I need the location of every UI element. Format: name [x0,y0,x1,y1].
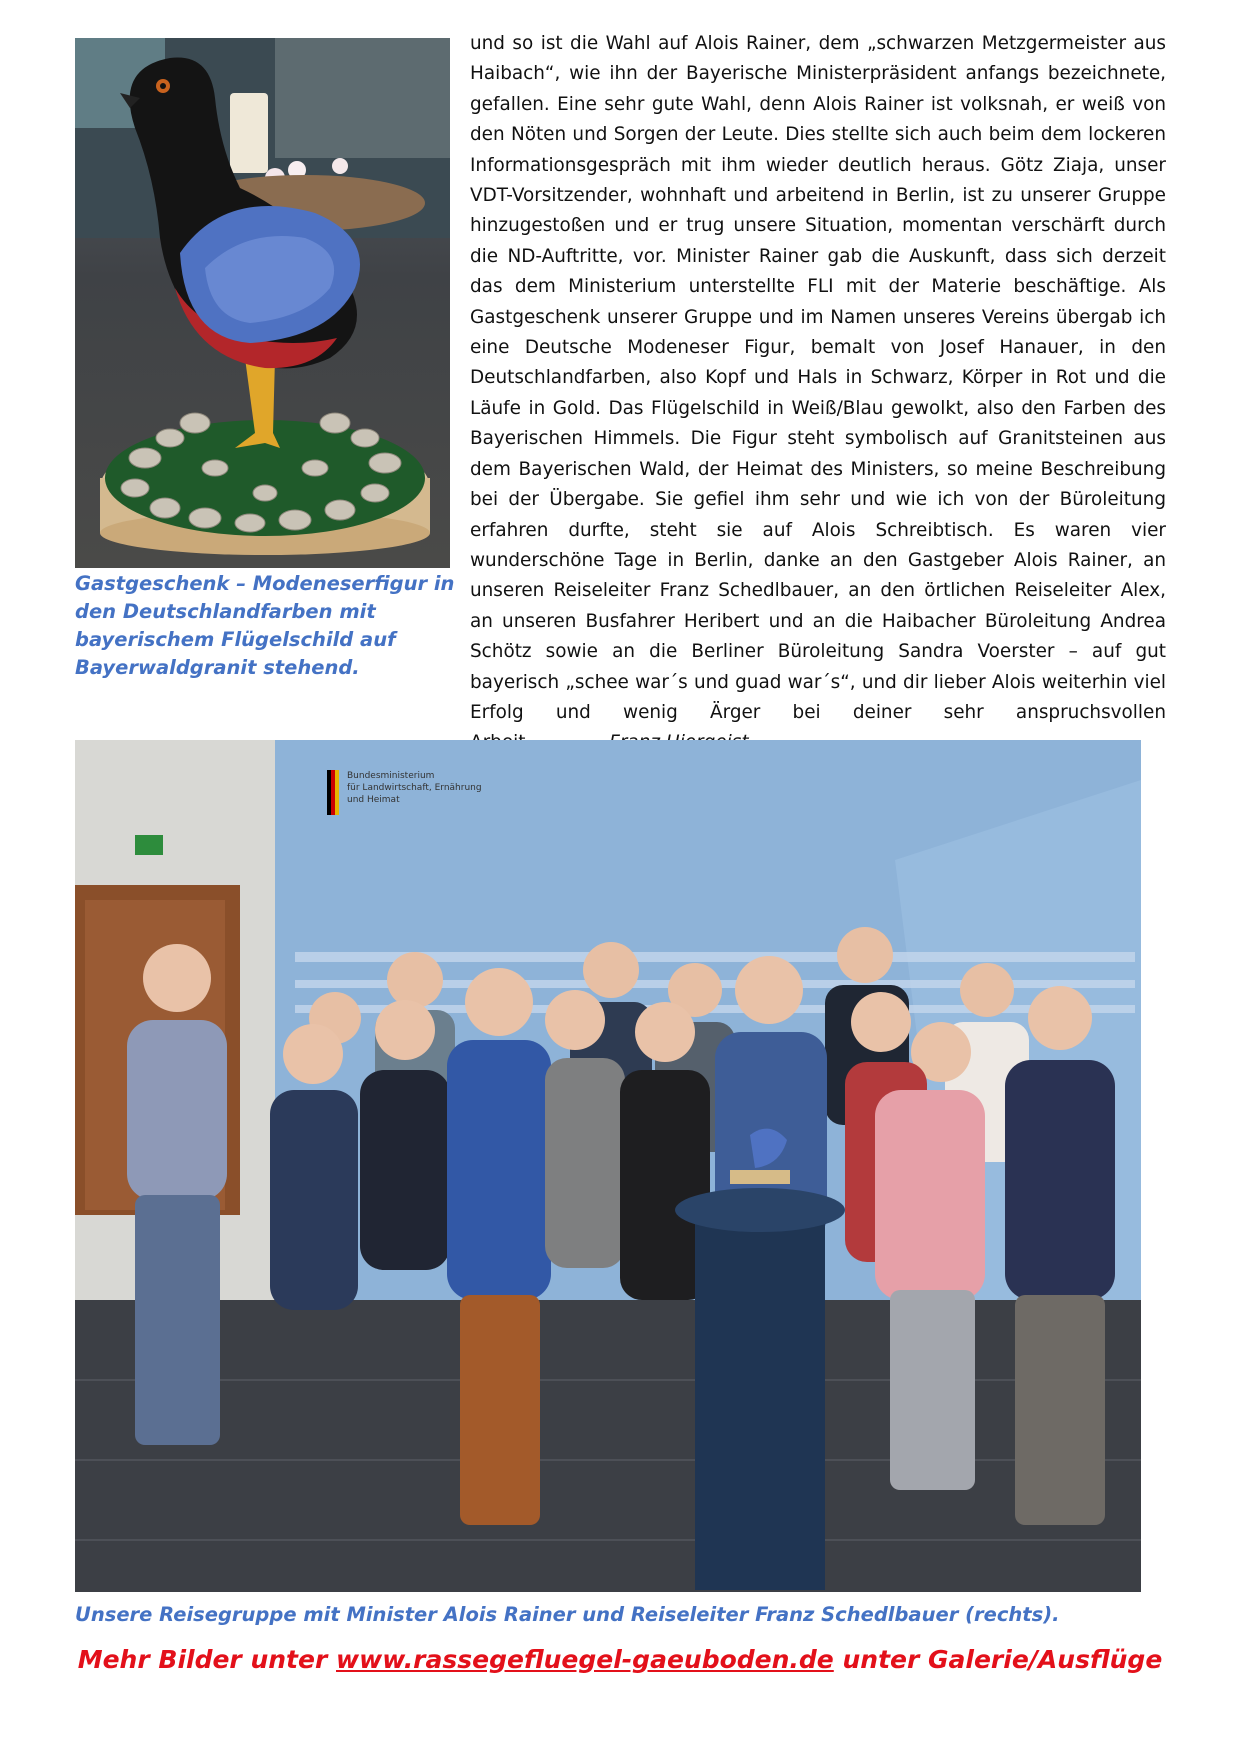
group-photo-illustration [75,740,1141,1592]
wall-logo-line3: und Heimat [347,795,400,805]
group-photo [75,740,1141,1592]
more-pictures-suffix: unter Galerie/Ausflüge [833,1645,1163,1674]
article-paragraph: und so ist die Wahl auf Alois Rainer, dem „schwarzen Metzgermeister aus Haibach“, wie ihn der Bayerische Ministerpräsident anfangs bezeichnete, gefallen. Eine sehr gute Wahl, denn Alois Rainer ist volksnah, er weiß von den Nöten und Sorgen der Leute. Dies stellte sich auch beim dem lockeren Informationsgespräch mit ihm wieder deutlich heraus. Götz Ziaja, unser VDT-Vorsitzender, wohnhaft und arbeitend in Berlin, ist zu unserer Gruppe hinzugestoßen und er trug unsere Situation, momentan verschärft durch die ND-Auftritte, vor. Minister Rainer gab die Auskunft, dass sich derzeit das dem Ministerium unterstellte FLI mit der Materie beschäftige. Als Gastgeschenk unserer Gruppe und im Namen unseres Vereins übergab ich eine Deutsche Modeneser Figur, bemalt von Josef Hanauer, in den Deutschlandfarben, also Kopf und Hals in Schwarz, Körper in Rot und die Läufe in Gold. Das Flügelschild in Weiß/Blau gewolkt, also den Farben des Bayerischen Himmels. Die Figur steht symbolisch auf Granitsteinen aus dem Bayerischen Wald, der Heimat des Ministers, so meine Beschreibung bei der Übergabe. Sie gefiel ihm sehr und wie ich von der Büroleitung erfahren durfte, steht sie auf Alois Schreibtisch. Es waren vier wunderschöne Tage in Berlin, danke an den Gastgeber Alois Rainer, an unseren Reiseleiter Franz Schedlbauer, an den örtlichen Reiseleiter Alex, an unseren Busfahrer Heribert und an die Haibacher Büroleitung Andrea Schötz sowie an die Berliner Büroleitung Sandra Voerster – auf gut bayerisch „schee war´s und guad war´s“, und dir lieber Alois weiterhin viel Erfolg und wenig Ärger bei deiner sehr anspruchsvollen [470,33,1166,723]
modeneser-figure-illustration [75,38,450,568]
group-photo-caption: Unsere Reisegruppe mit Minister Alois Rainer und Reiseleiter Franz Schedlbauer (rechts). [75,1603,1060,1626]
wall-logo-line1: Bundesministerium [347,771,435,781]
more-pictures-prefix: Mehr Bilder unter [77,1645,336,1674]
wall-logo-line2: für Landwirtschaft, Ernährung [347,783,482,793]
figure-top-caption: Gastgeschenk – Modeneserfigur in den Deutschlandfarben mit bayerischem Flügelschild auf Bayerwaldgranit stehend. [75,572,455,679]
gallery-website-link[interactable]: www.rassegefluegel-gaeuboden.de [336,1645,834,1674]
article-text [470,29,1166,759]
more-pictures-line [0,1643,1240,1677]
modeneser-figure-photo [75,38,450,568]
